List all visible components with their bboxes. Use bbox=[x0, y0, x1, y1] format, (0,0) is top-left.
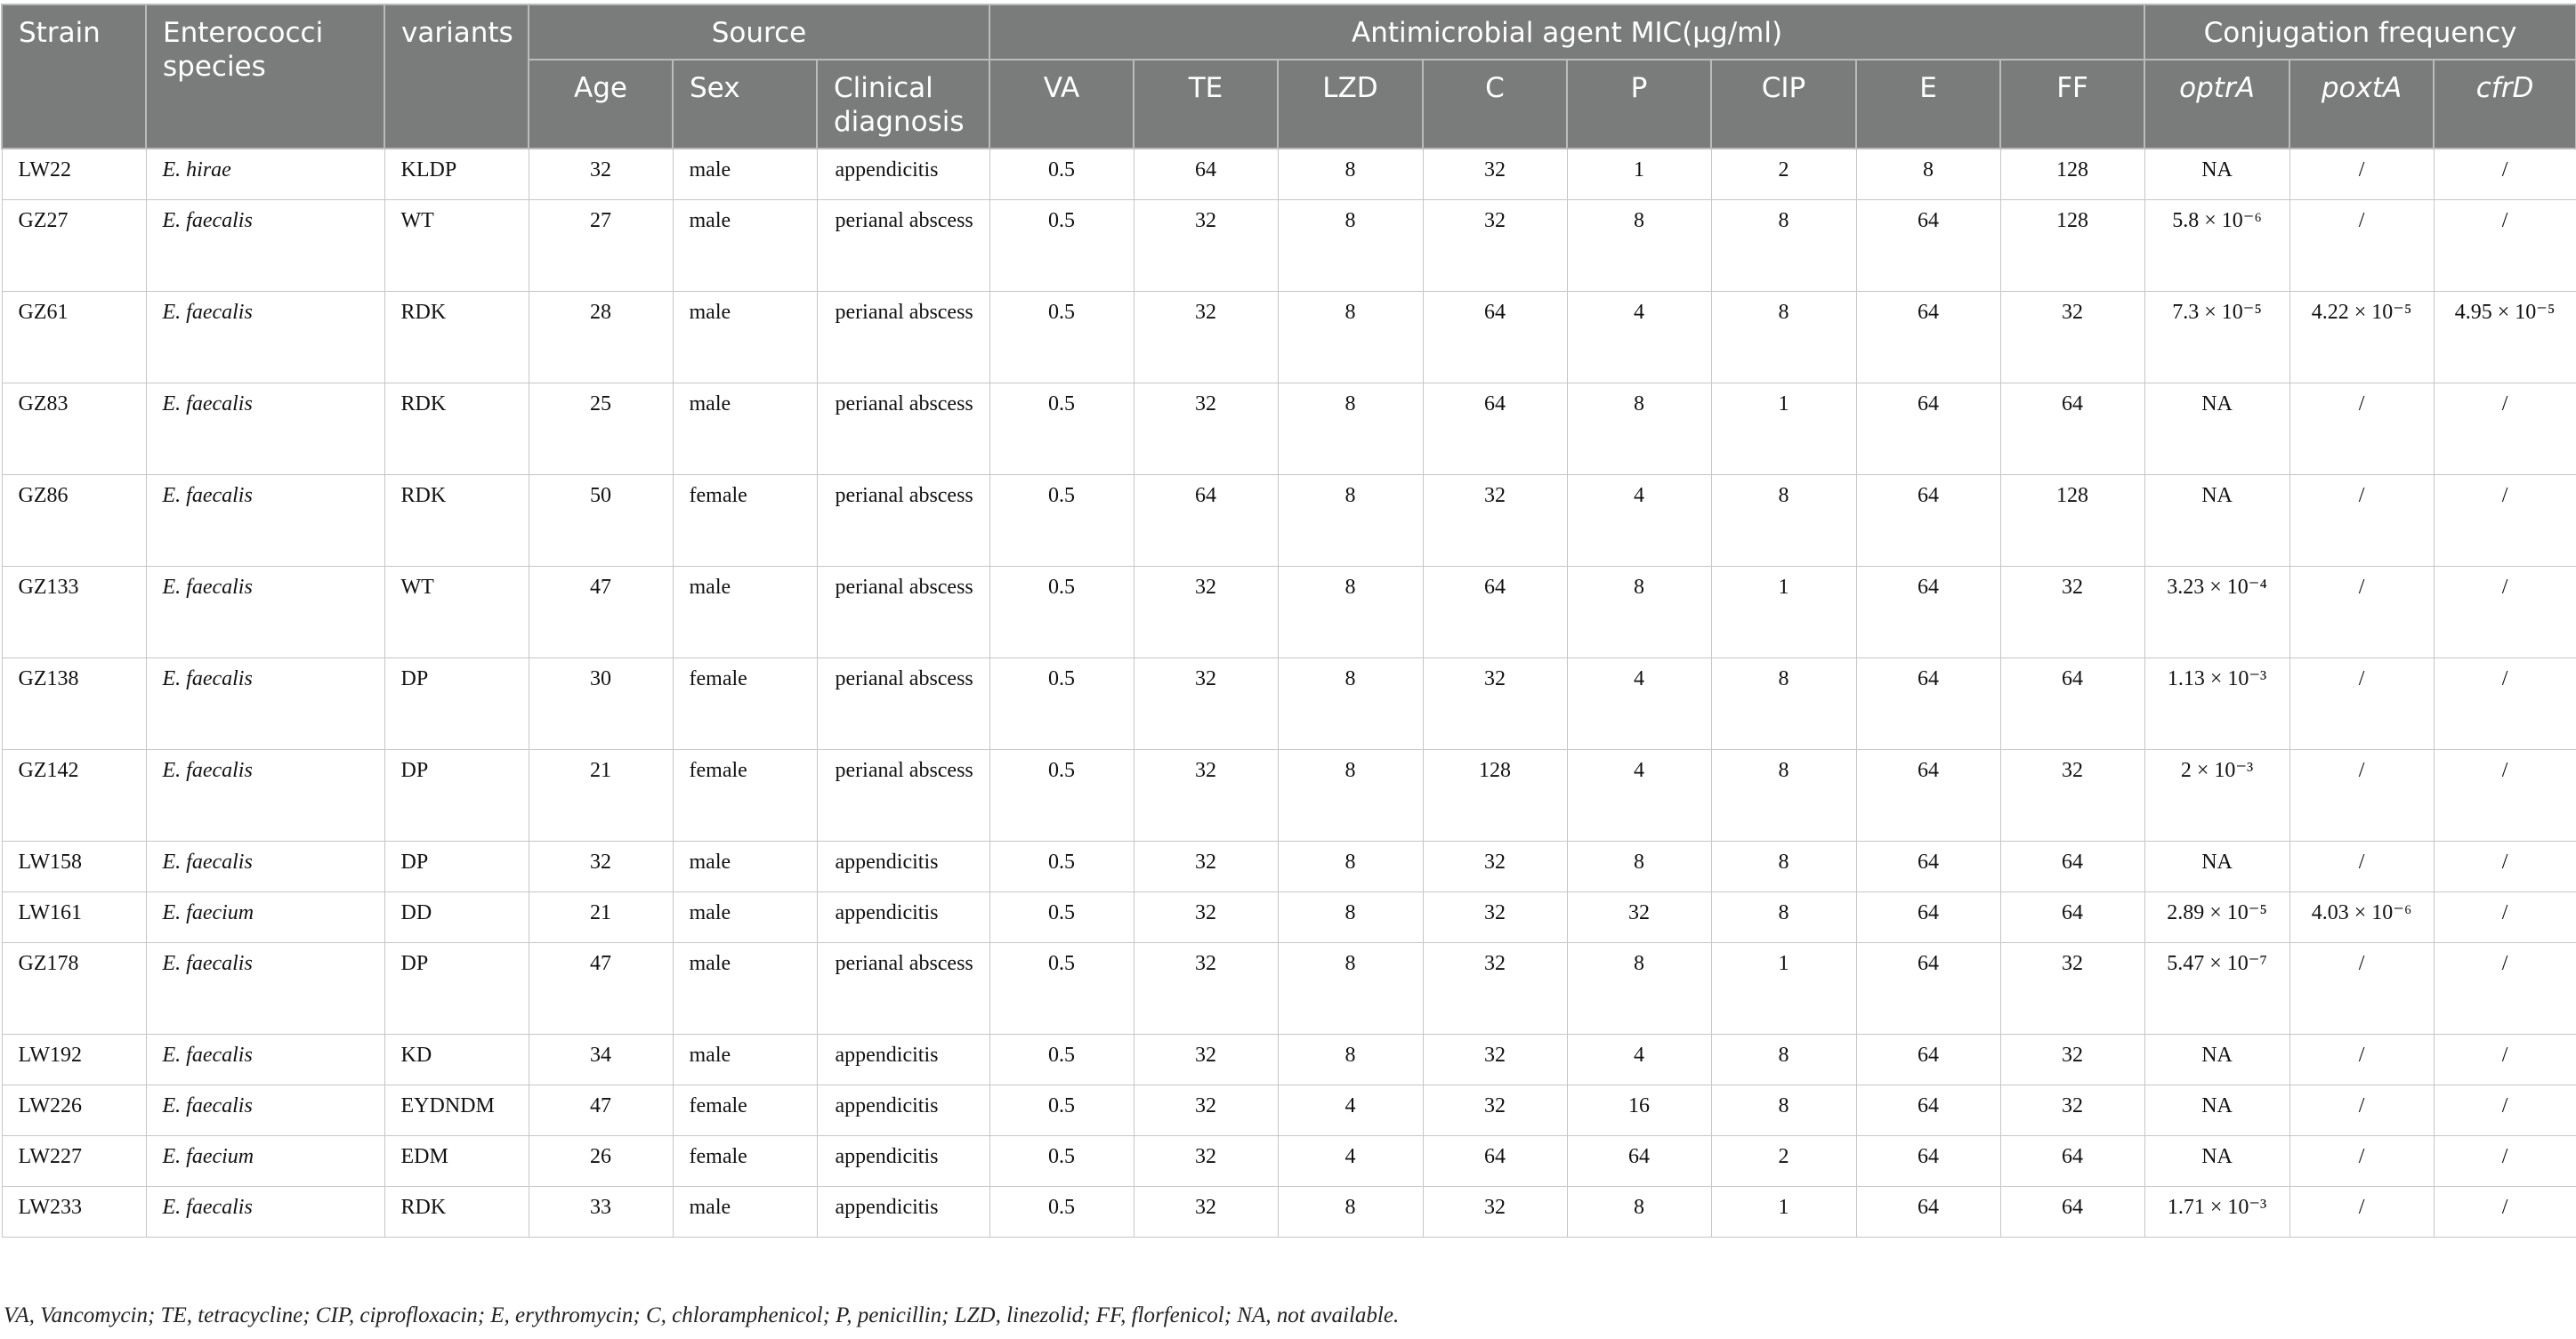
cell-cfrd: / bbox=[2434, 1136, 2576, 1187]
cell-strain: GZ86 bbox=[2, 475, 146, 567]
cell-te: 32 bbox=[1134, 200, 1278, 292]
cell-variant: KD bbox=[384, 1035, 529, 1085]
cell-e: 64 bbox=[1856, 892, 2000, 943]
cell-te: 32 bbox=[1134, 892, 1278, 943]
cell-cip: 8 bbox=[1711, 750, 1856, 842]
cell-variant: DP bbox=[384, 658, 529, 750]
cell-optra: 2.89 × 10⁻⁵ bbox=[2144, 892, 2289, 943]
cell-te: 32 bbox=[1134, 292, 1278, 383]
cell-va: 0.5 bbox=[989, 943, 1134, 1035]
cell-va: 0.5 bbox=[989, 658, 1134, 750]
cell-species: E. faecalis bbox=[146, 750, 384, 842]
cell-ff: 64 bbox=[2000, 892, 2144, 943]
cell-c: 128 bbox=[1423, 750, 1567, 842]
header-clinical-diagnosis: Clinical diagnosis bbox=[817, 60, 989, 149]
cell-te: 32 bbox=[1134, 842, 1278, 892]
cell-p: 4 bbox=[1567, 750, 1711, 842]
cell-strain: LW233 bbox=[2, 1187, 146, 1238]
cell-optra: NA bbox=[2144, 1035, 2289, 1085]
cell-age: 32 bbox=[529, 149, 673, 200]
cell-species: E. faecalis bbox=[146, 943, 384, 1035]
cell-sex: female bbox=[673, 658, 817, 750]
cell-strain: GZ178 bbox=[2, 943, 146, 1035]
cell-e: 64 bbox=[1856, 567, 2000, 658]
cell-cfrd: / bbox=[2434, 475, 2576, 567]
cell-cip: 8 bbox=[1711, 842, 1856, 892]
table-row bbox=[2, 1085, 2576, 1136]
cell-ff: 64 bbox=[2000, 1187, 2144, 1238]
cell-optra: NA bbox=[2144, 1136, 2289, 1187]
cell-age: 33 bbox=[529, 1187, 673, 1238]
cell-cfrd: / bbox=[2434, 149, 2576, 200]
header-poxta: poxtA bbox=[2289, 60, 2434, 149]
cell-p: 4 bbox=[1567, 475, 1711, 567]
cell-ff: 32 bbox=[2000, 292, 2144, 383]
cell-p: 8 bbox=[1567, 842, 1711, 892]
cell-p: 32 bbox=[1567, 892, 1711, 943]
cell-optra: 7.3 × 10⁻⁵ bbox=[2144, 292, 2289, 383]
cell-va: 0.5 bbox=[989, 475, 1134, 567]
cell-variant: WT bbox=[384, 200, 529, 292]
cell-c: 32 bbox=[1423, 149, 1567, 200]
header-age: Age bbox=[529, 60, 673, 149]
cell-ff: 64 bbox=[2000, 383, 2144, 475]
cell-ff: 128 bbox=[2000, 475, 2144, 567]
cell-species: E. faecium bbox=[146, 892, 384, 943]
cell-cfrd: / bbox=[2434, 200, 2576, 292]
cell-sex: female bbox=[673, 1085, 817, 1136]
cell-poxta: / bbox=[2289, 200, 2434, 292]
cell-optra: NA bbox=[2144, 842, 2289, 892]
cell-strain: GZ27 bbox=[2, 200, 146, 292]
table-row bbox=[2, 475, 2576, 567]
cell-va: 0.5 bbox=[989, 383, 1134, 475]
cell-variant: DP bbox=[384, 943, 529, 1035]
cell-variant: DP bbox=[384, 842, 529, 892]
cell-poxta: / bbox=[2289, 475, 2434, 567]
cell-species: E. faecalis bbox=[146, 383, 384, 475]
cell-age: 21 bbox=[529, 750, 673, 842]
cell-e: 64 bbox=[1856, 658, 2000, 750]
cell-c: 64 bbox=[1423, 383, 1567, 475]
cell-age: 28 bbox=[529, 292, 673, 383]
cell-te: 32 bbox=[1134, 750, 1278, 842]
cell-age: 21 bbox=[529, 892, 673, 943]
cell-te: 64 bbox=[1134, 475, 1278, 567]
header-c: C bbox=[1423, 60, 1567, 149]
cell-cip: 8 bbox=[1711, 1085, 1856, 1136]
cell-c: 32 bbox=[1423, 1187, 1567, 1238]
cell-variant: KLDP bbox=[384, 149, 529, 200]
cell-species: E. faecalis bbox=[146, 658, 384, 750]
table-row bbox=[2, 842, 2576, 892]
cell-sex: female bbox=[673, 1136, 817, 1187]
cell-cip: 8 bbox=[1711, 292, 1856, 383]
cell-sex: male bbox=[673, 943, 817, 1035]
cell-cip: 2 bbox=[1711, 1136, 1856, 1187]
cell-variant: RDK bbox=[384, 475, 529, 567]
cell-te: 32 bbox=[1134, 658, 1278, 750]
cell-cip: 1 bbox=[1711, 943, 1856, 1035]
cell-te: 32 bbox=[1134, 1085, 1278, 1136]
cell-age: 47 bbox=[529, 567, 673, 658]
cell-e: 64 bbox=[1856, 1136, 2000, 1187]
cell-strain: LW161 bbox=[2, 892, 146, 943]
cell-sex: male bbox=[673, 567, 817, 658]
cell-sex: male bbox=[673, 842, 817, 892]
cell-e: 64 bbox=[1856, 1035, 2000, 1085]
table-footnote: VA, Vancomycin; TE, tetracycline; CIP, ciprofloxacin; E, erythromycin; C, chloramphenicol; P, penicillin; LZD, linezolid; FF, florfenicol; NA, not available. bbox=[4, 1303, 1400, 1327]
cell-age: 26 bbox=[529, 1136, 673, 1187]
header-mic: Antimicrobial agent MIC(μg/ml) bbox=[989, 4, 2144, 60]
cell-clinical-diagnosis: perianal abscess bbox=[817, 383, 989, 475]
cell-p: 4 bbox=[1567, 658, 1711, 750]
cell-poxta: / bbox=[2289, 567, 2434, 658]
cell-cfrd: / bbox=[2434, 1187, 2576, 1238]
cell-age: 50 bbox=[529, 475, 673, 567]
cell-cfrd: / bbox=[2434, 943, 2576, 1035]
cell-lzd: 8 bbox=[1278, 892, 1423, 943]
cell-species: E. faecalis bbox=[146, 1085, 384, 1136]
cell-cip: 8 bbox=[1711, 892, 1856, 943]
cell-c: 32 bbox=[1423, 943, 1567, 1035]
cell-c: 64 bbox=[1423, 567, 1567, 658]
cell-ff: 32 bbox=[2000, 567, 2144, 658]
header-variants: variants bbox=[384, 4, 529, 149]
cell-ff: 64 bbox=[2000, 1136, 2144, 1187]
cell-lzd: 8 bbox=[1278, 567, 1423, 658]
cell-e: 64 bbox=[1856, 475, 2000, 567]
cell-va: 0.5 bbox=[989, 200, 1134, 292]
table-row bbox=[2, 149, 2576, 200]
cell-p: 1 bbox=[1567, 149, 1711, 200]
cell-c: 32 bbox=[1423, 658, 1567, 750]
cell-age: 47 bbox=[529, 943, 673, 1035]
cell-cfrd: / bbox=[2434, 750, 2576, 842]
cell-poxta: / bbox=[2289, 842, 2434, 892]
cell-va: 0.5 bbox=[989, 750, 1134, 842]
cell-te: 32 bbox=[1134, 1136, 1278, 1187]
cell-cip: 8 bbox=[1711, 475, 1856, 567]
cell-variant: RDK bbox=[384, 383, 529, 475]
cell-lzd: 8 bbox=[1278, 292, 1423, 383]
cell-p: 8 bbox=[1567, 943, 1711, 1035]
cell-lzd: 8 bbox=[1278, 1187, 1423, 1238]
cell-cip: 1 bbox=[1711, 1187, 1856, 1238]
cell-variant: DD bbox=[384, 892, 529, 943]
header-lzd: LZD bbox=[1278, 60, 1423, 149]
cell-te: 32 bbox=[1134, 943, 1278, 1035]
cell-clinical-diagnosis: appendicitis bbox=[817, 149, 989, 200]
cell-variant: EDM bbox=[384, 1136, 529, 1187]
cell-optra: 5.8 × 10⁻⁶ bbox=[2144, 200, 2289, 292]
cell-cfrd: / bbox=[2434, 842, 2576, 892]
cell-species: E. hirae bbox=[146, 149, 384, 200]
header-cfrd: cfrD bbox=[2434, 60, 2576, 149]
cell-c: 32 bbox=[1423, 475, 1567, 567]
header-conjugation: Conjugation frequency bbox=[2144, 4, 2576, 60]
cell-e: 64 bbox=[1856, 1085, 2000, 1136]
cell-c: 64 bbox=[1423, 1136, 1567, 1187]
cell-variant: RDK bbox=[384, 1187, 529, 1238]
cell-species: E. faecalis bbox=[146, 567, 384, 658]
cell-clinical-diagnosis: appendicitis bbox=[817, 842, 989, 892]
cell-ff: 32 bbox=[2000, 943, 2144, 1035]
cell-cip: 8 bbox=[1711, 1035, 1856, 1085]
cell-te: 32 bbox=[1134, 567, 1278, 658]
cell-age: 27 bbox=[529, 200, 673, 292]
cell-strain: LW192 bbox=[2, 1035, 146, 1085]
header-species: Enterococci species bbox=[146, 4, 384, 149]
cell-ff: 32 bbox=[2000, 1085, 2144, 1136]
cell-sex: male bbox=[673, 149, 817, 200]
cell-lzd: 8 bbox=[1278, 149, 1423, 200]
cell-age: 34 bbox=[529, 1035, 673, 1085]
cell-c: 32 bbox=[1423, 200, 1567, 292]
cell-sex: female bbox=[673, 750, 817, 842]
cell-ff: 64 bbox=[2000, 658, 2144, 750]
cell-va: 0.5 bbox=[989, 149, 1134, 200]
table-row bbox=[2, 750, 2576, 842]
header-sex: Sex bbox=[673, 60, 817, 149]
cell-e: 64 bbox=[1856, 200, 2000, 292]
cell-te: 64 bbox=[1134, 149, 1278, 200]
cell-lzd: 8 bbox=[1278, 842, 1423, 892]
cell-poxta: / bbox=[2289, 1136, 2434, 1187]
table-row bbox=[2, 1136, 2576, 1187]
cell-lzd: 4 bbox=[1278, 1085, 1423, 1136]
cell-sex: male bbox=[673, 292, 817, 383]
cell-lzd: 8 bbox=[1278, 943, 1423, 1035]
cell-poxta: 4.03 × 10⁻⁶ bbox=[2289, 892, 2434, 943]
cell-lzd: 8 bbox=[1278, 383, 1423, 475]
cell-te: 32 bbox=[1134, 1035, 1278, 1085]
table-row bbox=[2, 658, 2576, 750]
cell-clinical-diagnosis: perianal abscess bbox=[817, 200, 989, 292]
cell-sex: female bbox=[673, 475, 817, 567]
cell-variant: EYDNDM bbox=[384, 1085, 529, 1136]
cell-e: 8 bbox=[1856, 149, 2000, 200]
cell-strain: LW226 bbox=[2, 1085, 146, 1136]
cell-ff: 64 bbox=[2000, 842, 2144, 892]
cell-lzd: 8 bbox=[1278, 750, 1423, 842]
cell-va: 0.5 bbox=[989, 1035, 1134, 1085]
cell-optra: 5.47 × 10⁻⁷ bbox=[2144, 943, 2289, 1035]
cell-clinical-diagnosis: appendicitis bbox=[817, 1035, 989, 1085]
cell-ff: 128 bbox=[2000, 200, 2144, 292]
cell-strain: LW227 bbox=[2, 1136, 146, 1187]
cell-c: 64 bbox=[1423, 292, 1567, 383]
header-optra: optrA bbox=[2144, 60, 2289, 149]
cell-poxta: / bbox=[2289, 149, 2434, 200]
header-te: TE bbox=[1134, 60, 1278, 149]
cell-species: E. faecalis bbox=[146, 842, 384, 892]
cell-cip: 2 bbox=[1711, 149, 1856, 200]
header-source: Source bbox=[529, 4, 989, 60]
cell-c: 32 bbox=[1423, 892, 1567, 943]
cell-clinical-diagnosis: appendicitis bbox=[817, 1136, 989, 1187]
cell-lzd: 4 bbox=[1278, 1136, 1423, 1187]
cell-species: E. faecalis bbox=[146, 1035, 384, 1085]
cell-cfrd: / bbox=[2434, 1035, 2576, 1085]
table-row bbox=[2, 943, 2576, 1035]
cell-va: 0.5 bbox=[989, 892, 1134, 943]
table-row bbox=[2, 1187, 2576, 1238]
cell-va: 0.5 bbox=[989, 842, 1134, 892]
cell-e: 64 bbox=[1856, 750, 2000, 842]
cell-strain: GZ133 bbox=[2, 567, 146, 658]
cell-va: 0.5 bbox=[989, 1085, 1134, 1136]
mic-table bbox=[1, 4, 2576, 1238]
cell-p: 64 bbox=[1567, 1136, 1711, 1187]
cell-strain: GZ142 bbox=[2, 750, 146, 842]
cell-e: 64 bbox=[1856, 1187, 2000, 1238]
header-cip: CIP bbox=[1711, 60, 1856, 149]
table-row bbox=[2, 200, 2576, 292]
cell-clinical-diagnosis: perianal abscess bbox=[817, 658, 989, 750]
cell-species: E. faecalis bbox=[146, 475, 384, 567]
cell-age: 32 bbox=[529, 842, 673, 892]
cell-ff: 32 bbox=[2000, 750, 2144, 842]
cell-poxta: / bbox=[2289, 383, 2434, 475]
cell-species: E. faecalis bbox=[146, 1187, 384, 1238]
cell-poxta: / bbox=[2289, 750, 2434, 842]
cell-poxta: / bbox=[2289, 1187, 2434, 1238]
table-body bbox=[2, 149, 2576, 1238]
cell-poxta: / bbox=[2289, 1035, 2434, 1085]
cell-cfrd: / bbox=[2434, 383, 2576, 475]
cell-age: 47 bbox=[529, 1085, 673, 1136]
header-p: P bbox=[1567, 60, 1711, 149]
table-header bbox=[2, 4, 2576, 149]
cell-optra: NA bbox=[2144, 149, 2289, 200]
cell-strain: LW158 bbox=[2, 842, 146, 892]
header-strain: Strain bbox=[2, 4, 146, 149]
header-e: E bbox=[1856, 60, 2000, 149]
cell-cip: 8 bbox=[1711, 658, 1856, 750]
cell-cfrd: 4.95 × 10⁻⁵ bbox=[2434, 292, 2576, 383]
cell-p: 4 bbox=[1567, 292, 1711, 383]
table-row bbox=[2, 567, 2576, 658]
cell-e: 64 bbox=[1856, 383, 2000, 475]
cell-lzd: 8 bbox=[1278, 475, 1423, 567]
cell-va: 0.5 bbox=[989, 1187, 1134, 1238]
cell-sex: male bbox=[673, 1035, 817, 1085]
cell-p: 8 bbox=[1567, 1187, 1711, 1238]
cell-optra: 1.71 × 10⁻³ bbox=[2144, 1187, 2289, 1238]
cell-c: 32 bbox=[1423, 1085, 1567, 1136]
cell-cfrd: / bbox=[2434, 658, 2576, 750]
cell-strain: GZ83 bbox=[2, 383, 146, 475]
cell-va: 0.5 bbox=[989, 567, 1134, 658]
cell-p: 8 bbox=[1567, 200, 1711, 292]
cell-variant: WT bbox=[384, 567, 529, 658]
cell-poxta: / bbox=[2289, 943, 2434, 1035]
cell-poxta: / bbox=[2289, 1085, 2434, 1136]
table-row bbox=[2, 383, 2576, 475]
cell-p: 8 bbox=[1567, 567, 1711, 658]
cell-sex: male bbox=[673, 383, 817, 475]
cell-p: 8 bbox=[1567, 383, 1711, 475]
cell-clinical-diagnosis: perianal abscess bbox=[817, 292, 989, 383]
cell-e: 64 bbox=[1856, 292, 2000, 383]
cell-cip: 8 bbox=[1711, 200, 1856, 292]
cell-p: 4 bbox=[1567, 1035, 1711, 1085]
cell-optra: NA bbox=[2144, 383, 2289, 475]
cell-strain: GZ138 bbox=[2, 658, 146, 750]
cell-lzd: 8 bbox=[1278, 658, 1423, 750]
cell-cfrd: / bbox=[2434, 1085, 2576, 1136]
cell-p: 16 bbox=[1567, 1085, 1711, 1136]
cell-va: 0.5 bbox=[989, 1136, 1134, 1187]
cell-cip: 1 bbox=[1711, 567, 1856, 658]
cell-cfrd: / bbox=[2434, 567, 2576, 658]
cell-sex: male bbox=[673, 200, 817, 292]
cell-poxta: / bbox=[2289, 658, 2434, 750]
cell-variant: DP bbox=[384, 750, 529, 842]
cell-age: 25 bbox=[529, 383, 673, 475]
header-va: VA bbox=[989, 60, 1134, 149]
cell-clinical-diagnosis: perianal abscess bbox=[817, 943, 989, 1035]
cell-e: 64 bbox=[1856, 943, 2000, 1035]
cell-optra: 1.13 × 10⁻³ bbox=[2144, 658, 2289, 750]
cell-optra: 2 × 10⁻³ bbox=[2144, 750, 2289, 842]
cell-sex: male bbox=[673, 892, 817, 943]
cell-poxta: 4.22 × 10⁻⁵ bbox=[2289, 292, 2434, 383]
cell-clinical-diagnosis: appendicitis bbox=[817, 892, 989, 943]
cell-c: 32 bbox=[1423, 1035, 1567, 1085]
cell-strain: LW22 bbox=[2, 149, 146, 200]
cell-variant: RDK bbox=[384, 292, 529, 383]
table-row bbox=[2, 292, 2576, 383]
cell-optra: NA bbox=[2144, 1085, 2289, 1136]
cell-species: E. faecium bbox=[146, 1136, 384, 1187]
cell-cfrd: / bbox=[2434, 892, 2576, 943]
cell-clinical-diagnosis: perianal abscess bbox=[817, 567, 989, 658]
cell-lzd: 8 bbox=[1278, 1035, 1423, 1085]
cell-clinical-diagnosis: perianal abscess bbox=[817, 475, 989, 567]
header-ff: FF bbox=[2000, 60, 2144, 149]
cell-lzd: 8 bbox=[1278, 200, 1423, 292]
table-row bbox=[2, 892, 2576, 943]
cell-optra: 3.23 × 10⁻⁴ bbox=[2144, 567, 2289, 658]
cell-species: E. faecalis bbox=[146, 200, 384, 292]
table-row bbox=[2, 1035, 2576, 1085]
cell-ff: 128 bbox=[2000, 149, 2144, 200]
cell-strain: GZ61 bbox=[2, 292, 146, 383]
cell-cip: 1 bbox=[1711, 383, 1856, 475]
cell-clinical-diagnosis: perianal abscess bbox=[817, 750, 989, 842]
cell-optra: NA bbox=[2144, 475, 2289, 567]
cell-te: 32 bbox=[1134, 383, 1278, 475]
cell-species: E. faecalis bbox=[146, 292, 384, 383]
cell-va: 0.5 bbox=[989, 292, 1134, 383]
cell-e: 64 bbox=[1856, 842, 2000, 892]
cell-clinical-diagnosis: appendicitis bbox=[817, 1187, 989, 1238]
cell-c: 32 bbox=[1423, 842, 1567, 892]
cell-age: 30 bbox=[529, 658, 673, 750]
cell-ff: 32 bbox=[2000, 1035, 2144, 1085]
cell-sex: male bbox=[673, 1187, 817, 1238]
cell-clinical-diagnosis: appendicitis bbox=[817, 1085, 989, 1136]
cell-te: 32 bbox=[1134, 1187, 1278, 1238]
